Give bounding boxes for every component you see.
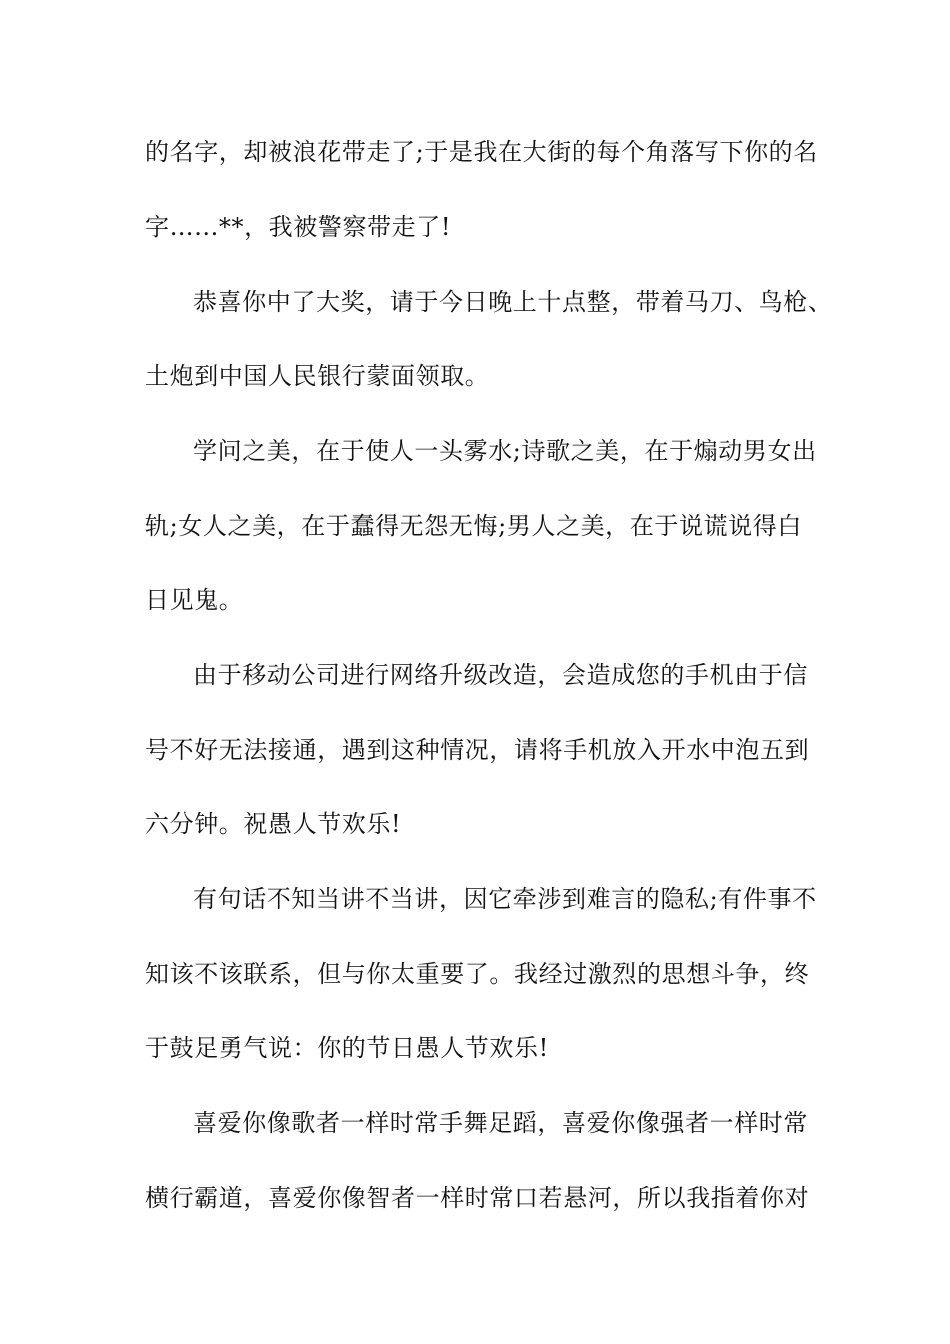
text-line: 字…...**，我被警察带走了! xyxy=(145,213,452,241)
text-line: 知该不该联系，但与你太重要了。我经过激烈的思想斗争，终 xyxy=(145,960,810,988)
text-line: 横行霸道，喜爱你像智者一样时常口若悬河，所以我指着你对 xyxy=(145,1184,810,1212)
text-line: 日见鬼。 xyxy=(145,586,244,614)
text-line: 轨;女人之美，在于蠢得无怨无悔;男人之美，在于说谎说得白 xyxy=(145,512,802,540)
paragraph-first-line: 学问之美，在于使人一头雾水;诗歌之美，在于煽动男女出 xyxy=(193,437,817,465)
text-line: 于鼓足勇气说：你的节日愚人节欢乐! xyxy=(145,1034,549,1062)
paragraph-first-line: 由于移动公司进行网络升级改造，会造成您的手机由于信 xyxy=(193,661,808,689)
paragraph-first-line: 喜爱你像歌者一样时常手舞足蹈，喜爱你像强者一样时常 xyxy=(193,1109,808,1137)
text-line: 的名字，却被浪花带走了;于是我在大街的每个角落写下你的名 xyxy=(145,138,818,166)
paragraph-first-line: 恭喜你中了大奖，请于今日晚上十点整，带着马刀、鸟枪、 xyxy=(193,288,833,316)
text-line: 号不好无法接通，遇到这种情况，请将手机放入开水中泡五到 xyxy=(145,736,810,764)
paragraph-first-line: 有句话不知当讲不当讲，因它牵涉到难言的隐私;有件事不 xyxy=(193,885,817,913)
text-line: 六分钟。祝愚人节欢乐! xyxy=(145,810,402,838)
text-line: 土炮到中国人民银行蒙面领取。 xyxy=(145,362,490,390)
